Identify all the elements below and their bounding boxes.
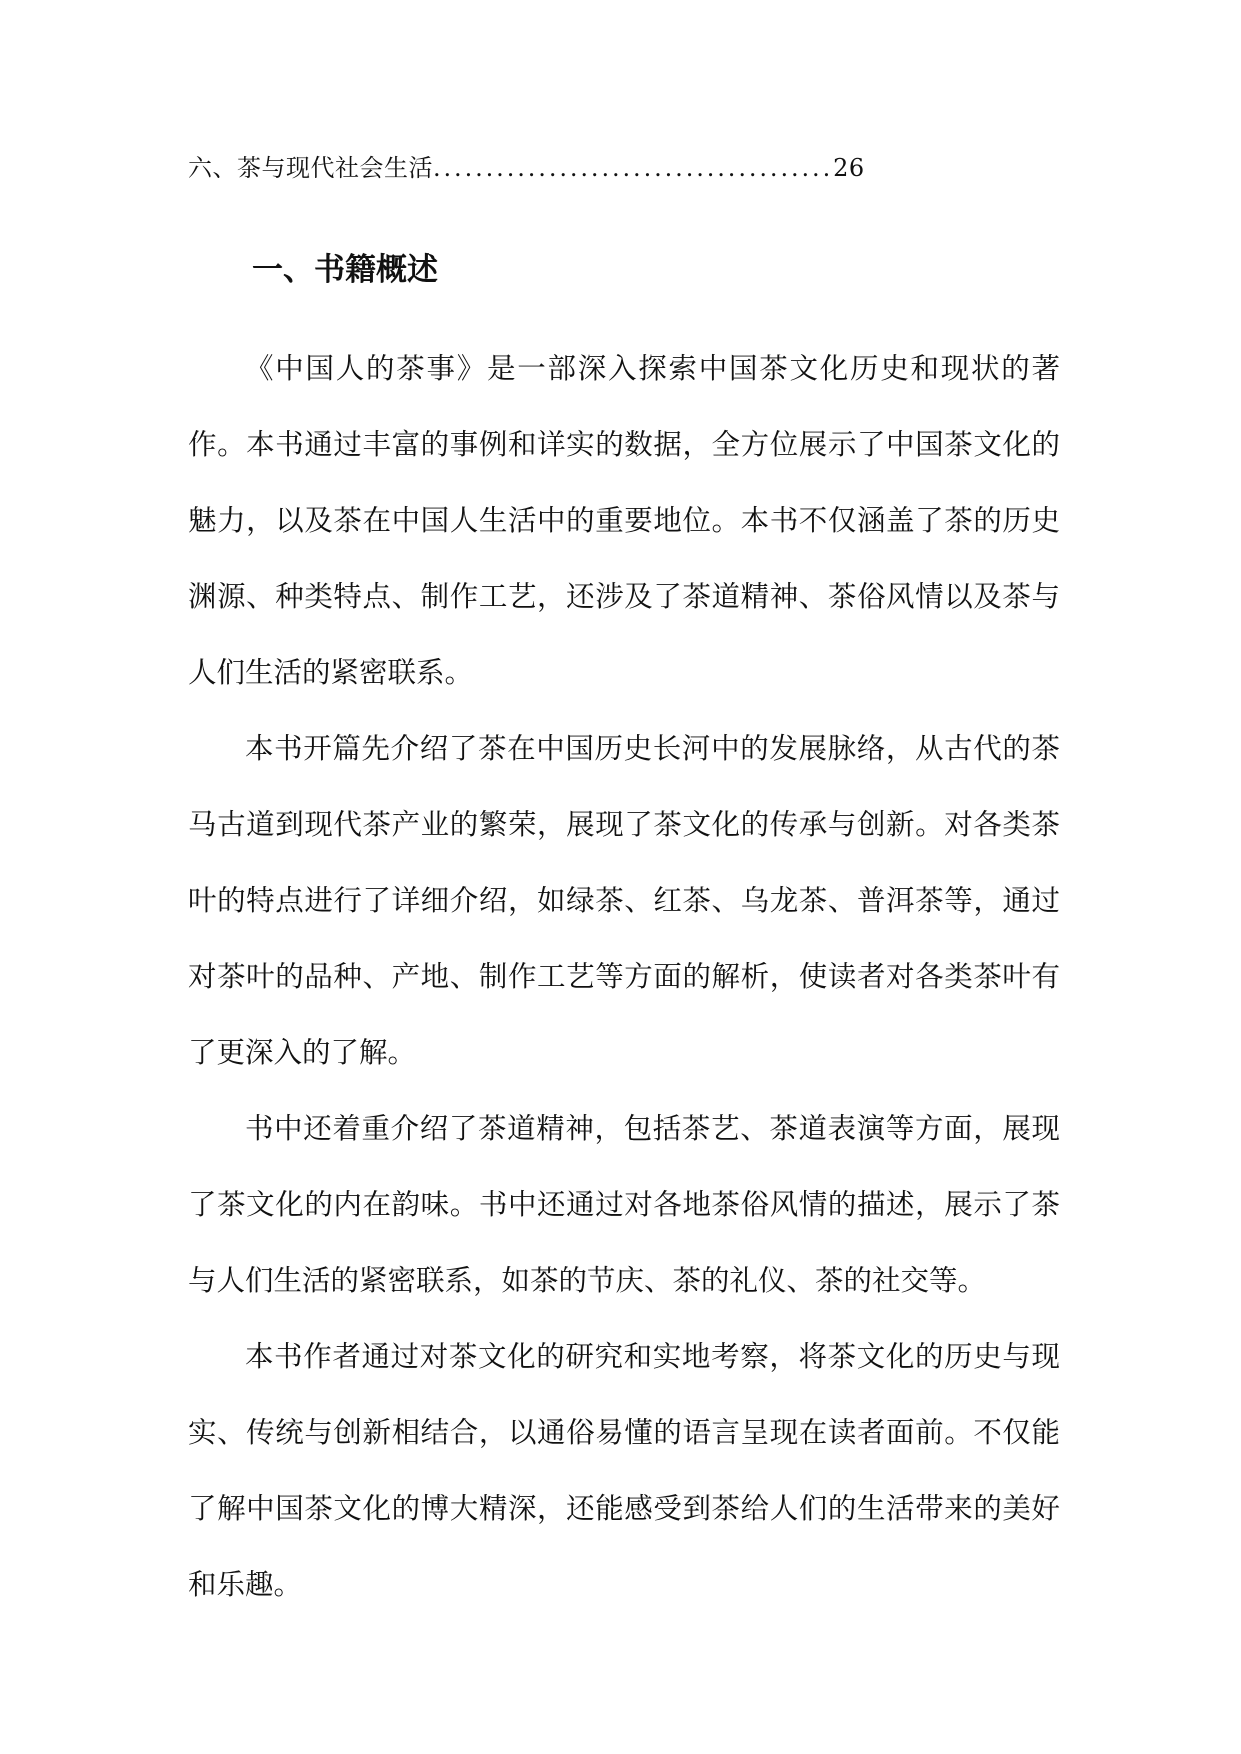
section-heading: 一、书籍概述 [252,252,438,288]
toc-entry-page-number: 26 [833,154,865,182]
toc-entry-label: 六、茶与现代社会生活 [188,154,433,182]
body-paragraph-1: 《中国人的茶事》是一部深入探索中国茶文化历史和现状的著作。本书通过丰富的事例和详实的数据，全方位展示了中国茶文化的魅力，以及茶在中国人生活中的重要地位。本书不仅涵盖了茶的历史渊源、种类特点、制作工艺，还涉及了茶道精神、茶俗风情以及茶与人们生活的紧密联系。 [188,352,1060,689]
toc-entry[interactable] [188,150,865,186]
toc-entry-leader: ...................................... [433,154,834,182]
body-paragraph-3: 书中还着重介绍了茶道精神，包括茶艺、茶道表演等方面，展现了茶文化的内在韵味。书中还通过对各地茶俗风情的描述，展示了茶与人们生活的紧密联系，如茶的节庆、茶的礼仪、茶的社交等。 [188,1112,1060,1297]
body-paragraph-2: 本书开篇先介绍了茶在中国历史长河中的发展脉络，从古代的茶马古道到现代茶产业的繁荣，展现了茶文化的传承与创新。对各类茶叶的特点进行了详细介绍，如绿茶、红茶、乌龙茶、普洱茶等，通过对茶叶的品种、产地、制作工艺等方面的解析，使读者对各类茶叶有了更深入的了解。 [188,732,1060,1069]
section-body [188,331,1060,1623]
body-paragraph-4: 本书作者通过对茶文化的研究和实地考察，将茶文化的历史与现实、传统与创新相结合，以通俗易懂的语言呈现在读者面前。不仅能了解中国茶文化的博大精深，还能感受到茶给人们的生活带来的美好和乐趣。 [188,1340,1060,1601]
